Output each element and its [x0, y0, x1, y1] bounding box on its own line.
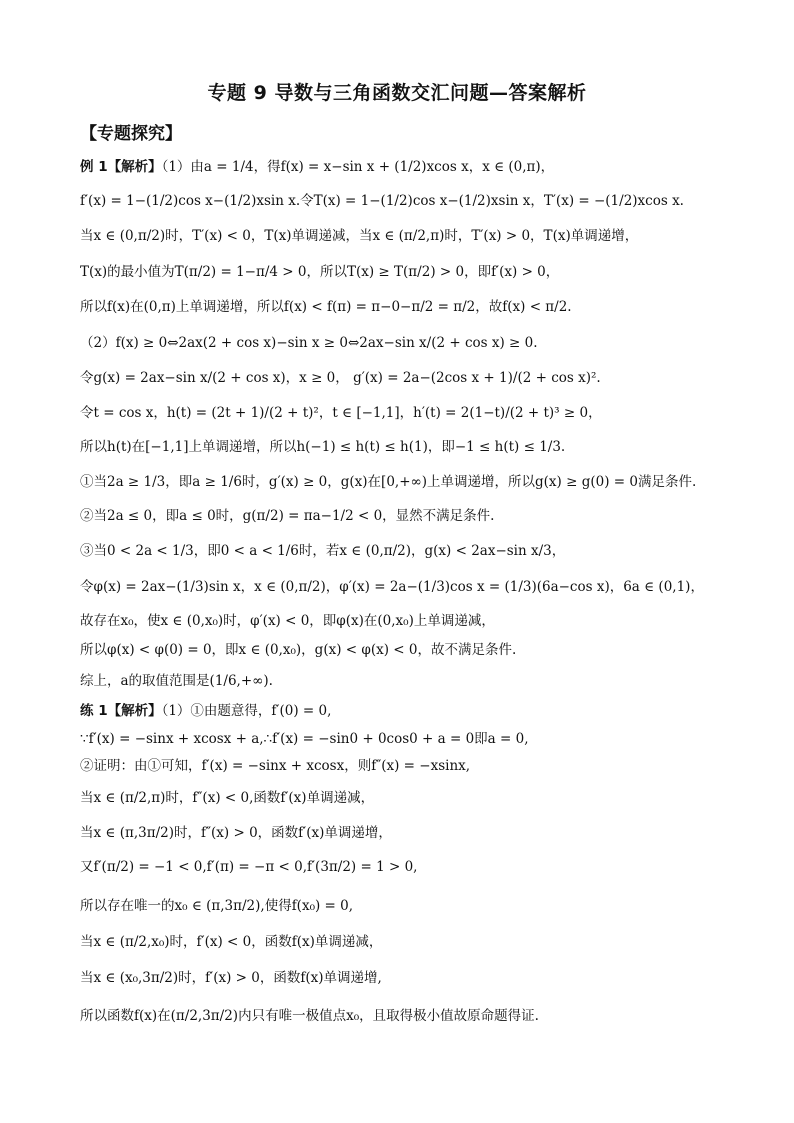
text-line	[80, 640, 720, 660]
line-text: （2）f(x) ≥ 0⇔2ax(2 + cos x)−sin x ≥ 0⇔2ax−sin x/(2 + cos x) ≥ 0.	[80, 335, 538, 351]
line-text: 令g(x) = 2ax−sin x/(2 + cos x)，x ≥ 0， g′(x) = 2a−(2cos x + 1)/(2 + cos x)².	[80, 370, 601, 386]
line-text: 当x ∈ (0,π/2)时，T′(x) < 0，T(x)单调递减，当x ∈ (π/2,π)时，T′(x) > 0，T(x)单调递增，	[80, 228, 639, 244]
line-text: 令t = cos x，h(t) = (2t + 1)/(2 + t)²，t ∈ [−1,1]，h′(t) = 2(1−t)/(2 + t)³ ≥ 0，	[80, 405, 602, 421]
line-text: 令φ(x) = 2ax−(1/3)sin x，x ∈ (0,π/2)，φ′(x) = 2a−(1/3)cos x = (1/3)(6a−cos x)，6a ∈ (0,1)，	[80, 579, 704, 595]
text-line	[80, 403, 720, 423]
text-line	[80, 437, 720, 457]
text-line	[80, 541, 720, 561]
text-line	[80, 577, 720, 597]
line-text: f′(x) = 1−(1/2)cos x−(1/2)xsin x.令T(x) = 1−(1/2)cos x−(1/2)xsin x，T′(x) = −(1/2)xcos x.	[80, 193, 684, 209]
line-text: ③当0 < 2a < 1/3，即0 < a < 1/6时，若x ∈ (0,π/2)，g(x) < 2ax−sin x/3，	[80, 543, 566, 559]
text-line	[80, 157, 720, 177]
text-line	[80, 611, 720, 631]
text-line	[80, 191, 720, 211]
line-text: 当x ∈ (π/2,π)时，f″(x) < 0,函数f′(x)单调递减，	[80, 790, 375, 806]
line-label: 练 1【解析】	[80, 703, 162, 719]
line-text: ①当2a ≥ 1/3，即a ≥ 1/6时，g′(x) ≥ 0，g(x)在[0,+∞)上单调递增，所以g(x) ≥ g(0) = 0满足条件.	[80, 474, 697, 490]
text-line	[80, 368, 720, 388]
line-text: 又f′(π/2) = −1 < 0,f′(π) = −π < 0,f′(3π/2) = 1 > 0,	[80, 859, 418, 875]
text-line	[80, 262, 720, 282]
text-line	[80, 896, 720, 916]
text-line	[80, 472, 720, 492]
text-line	[80, 823, 720, 843]
text-line	[80, 932, 720, 952]
section-heading: 【专题探究】	[80, 124, 182, 144]
text-line	[80, 333, 720, 353]
line-text: 所以函数f(x)在(π/2,3π/2)内只有唯一极值点x₀，且取得极小值故原命题得证.	[80, 1008, 539, 1024]
line-text: （1）①由题意得，f′(0) = 0,	[161, 703, 332, 719]
line-text: 所以f(x)在(0,π)上单调递增，所以f(x) < f(π) = π−0−π/2 = π/2，故f(x) < π/2.	[80, 299, 572, 315]
page-title: 专题 9 导数与三角函数交汇问题—答案解析	[207, 82, 587, 104]
line-text: ②当2a ≤ 0，即a ≤ 0时，g(π/2) = πa−1/2 < 0，显然不满足条件.	[80, 508, 495, 524]
text-line	[80, 857, 720, 877]
line-text: ∵f′(x) = −sinx + xcosx + a,∴f′(x) = −sin0 + 0cos0 + a = 0即a = 0,	[80, 731, 529, 747]
text-line	[80, 506, 720, 526]
line-text: 所以存在唯一的x₀ ∈ (π,3π/2),使得f(x₀) = 0,	[80, 898, 354, 914]
text-line	[80, 756, 720, 776]
line-text: T(x)的最小值为T(π/2) = 1−π/4 > 0，所以T(x) ≥ T(π/2) > 0，即f′(x) > 0，	[80, 264, 560, 280]
line-text: 故存在x₀，使x ∈ (0,x₀)时，φ′(x) < 0，即φ(x)在(0,x₀)上单调递减，	[80, 613, 495, 629]
text-line	[80, 788, 720, 808]
line-text: 当x ∈ (π,3π/2)时，f″(x) > 0，函数f′(x)单调递增，	[80, 825, 392, 841]
line-text: 所以h(t)在[−1,1]上单调递增，所以h(−1) ≤ h(t) ≤ h(1)，即−1 ≤ h(t) ≤ 1/3.	[80, 439, 566, 455]
line-text: 所以φ(x) < φ(0) = 0，即x ∈ (0,x₀)，g(x) < φ(x) < 0，故不满足条件.	[80, 642, 517, 658]
text-line	[80, 226, 720, 246]
line-text: 综上，a的取值范围是(1/6,+∞).	[80, 673, 273, 689]
text-line	[80, 968, 720, 988]
line-text: 当x ∈ (π/2,x₀)时，f′(x) < 0，函数f(x)单调递减，	[80, 934, 383, 950]
line-label: 例 1【解析】	[80, 159, 162, 175]
text-line	[80, 729, 720, 749]
text-line	[80, 671, 720, 691]
line-text: 当x ∈ (x₀,3π/2)时，f′(x) > 0，函数f(x)单调递增,	[80, 970, 382, 986]
text-line	[80, 701, 720, 721]
text-line	[80, 297, 720, 317]
line-text: （1）由a = 1/4，得f(x) = x−sin x + (1/2)xcos x，x ∈ (0,π)，	[161, 159, 555, 175]
text-line	[80, 1006, 720, 1026]
line-text: ②证明：由①可知，f′(x) = −sinx + xcosx，则f″(x) = −xsinx,	[80, 758, 471, 774]
